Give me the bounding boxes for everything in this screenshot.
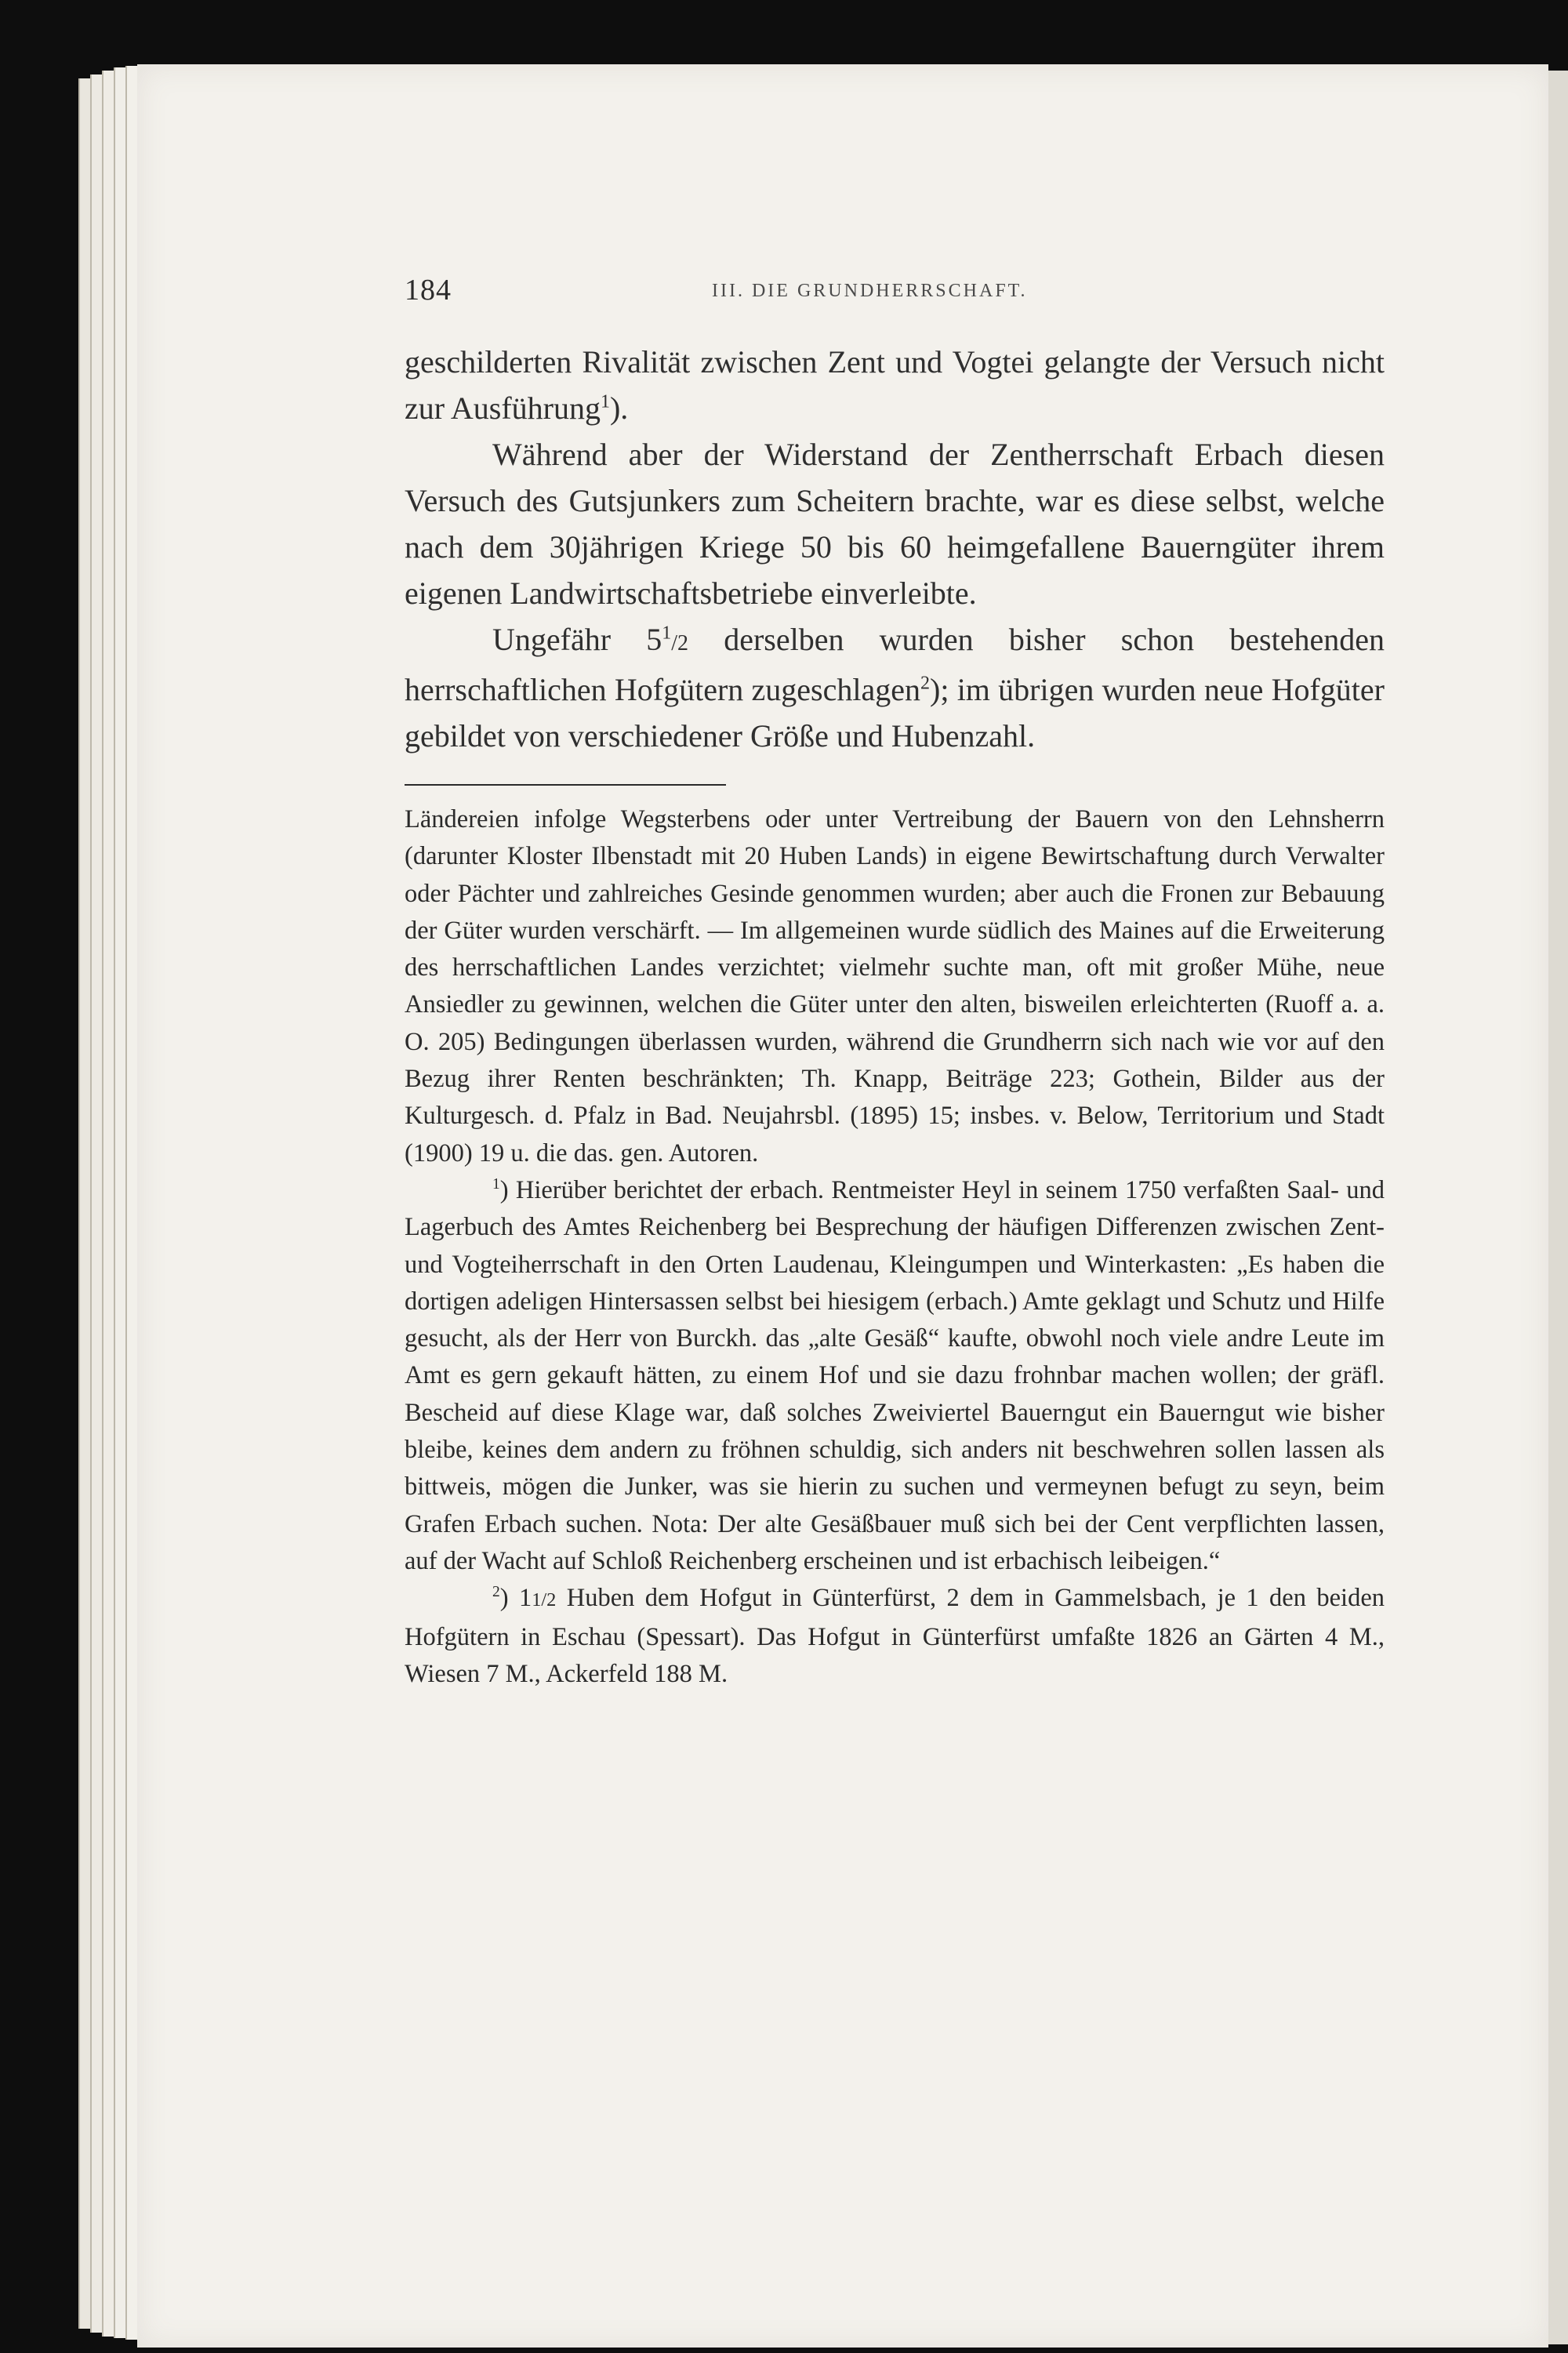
page-header — [405, 273, 1385, 312]
paragraph — [405, 339, 1385, 431]
fraction: 1/2 — [532, 1589, 557, 1611]
footnote-ref: 1 — [600, 391, 610, 412]
footnote-text: Huben dem Hofgut in Günterfürst, 2 dem in Gammelsbach, je 1 den beiden Hofgütern in Eschau (Spessart). Das Hofgut in Günterfürst umfaßte 1826 an Gärten 4 M., Wiesen 7 M., Ackerfeld 188 M. — [405, 1584, 1385, 1688]
footnote-rule — [405, 784, 726, 786]
footnote-text: ) 1 — [499, 1584, 532, 1613]
paragraph-text: derselben wurden bisher schon bestehenden herrschaftlichen Hofgütern zugeschlagen — [405, 622, 1385, 707]
paragraph-text: ); im übrigen wurden neue Hofgüter gebildet von verschiedener Größe und Hubenzahl. — [405, 672, 1385, 753]
footnote-ref: 2 — [920, 673, 930, 694]
paragraph-text: ). — [609, 390, 629, 426]
footnote-marker: 2 — [492, 1584, 500, 1601]
footnote — [405, 1172, 1385, 1580]
footnote-text: ) Hierüber berichtet der erbach. Rentmeister Heyl in seinem 1750 verfaßten Saal- und Lagerbuch des Amtes Reichenberg bei Besprechung der häufigen Differenzen zwischen Zent- und Vogteiherrschaft in den Orten Laudenau, Kleingumpen und Winterkasten: „Es haben die dortigen adeligen Hintersassen selbst bei hiesigem (erbach.) Amte geklagt und Schutz und Hilfe gesucht, als der Herr von Burckh. das „alte Gesäß“ kaufte, obwohl noch viele andre Leute im Amt es gern gekauft hätten, zu einem Hof und sie dazu frohnbar machen wollen; der gräfl. Bescheid auf diese Klage war, daß solches Zweiviertel Bauerngut ein Bauerngut wie bisher bleibe, keines dem andern zu fröhnen schuldig, sich anders nit beschwehren sollen lassen als bittweis, mögen die Junker, was sie hierin zu suchen und vermeynen befugt zu seyn, beim Grafen Erbach suchen. Nota: Der alte Gesäßbauer muß sich bei der Cent verpflichten lassen, auf der Wacht auf Schloß Reichenberg erscheinen und ist erbachisch leibeigen.“ — [405, 1175, 1385, 1575]
fraction-denominator: /2 — [671, 631, 689, 655]
footnote — [405, 1580, 1385, 1693]
paragraph-text: Ungefähr 5 — [492, 622, 662, 657]
paragraph — [405, 616, 1385, 759]
footnote-continuation: Ländereien infolge Wegsterbens oder unter Vertreibung der Bauern von den Lehnsherrn (darunter Kloster Ilbenstadt mit 20 Huben Lands) in eigene Bewirtschaftung durch Verwalter oder Pächter und zahlreiches Gesinde genommen wurden; aber auch die Fronen zur Bebauung der Güter wurden verschärft. — Im allgemeinen wurde südlich des Maines auf die Erweiterung des herrschaftlichen Landes verzichtet; vielmehr suchte man, oft mit großer Mühe, neue Ansiedler zu gewinnen, welchen die Güter unter den alten, bisweilen erleichterten (Ruoff a. a. O. 205) Bedingungen überlassen wurden, während die Grundherrn sich nach wie vor auf den Bezug ihrer Renten beschränkten; Th. Knapp, Beiträge 223; Gothein, Bilder aus der Kulturgesch. d. Pfalz in Bad. Neujahrsbl. (1895) 15; insbes. v. Below, Territorium und Stadt (1900) 19 u. die das. gen. Autoren. — [405, 805, 1385, 1167]
footnotes — [405, 801, 1385, 1693]
fraction-numerator: 1 — [662, 623, 672, 644]
page-number: 184 — [405, 274, 452, 307]
paragraph-text: geschilderten Rivalität zwischen Zent und Vogtei gelangte der Versuch nicht zur Ausführung — [405, 344, 1385, 426]
paragraph: Während aber der Widerstand der Zentherrschaft Erbach diesen Versuch des Gutsjunkers zum Scheitern brachte, war es diese selbst, welche nach dem 30jährigen Kriege 50 bis 60 heimgefallene Bauerngüter ihrem eigenen Landwirtschaftsbetriebe einverleibte. — [405, 437, 1385, 611]
footnote-marker: 1 — [492, 1176, 500, 1193]
running-head: III. DIE GRUNDHERRSCHAFT. — [712, 281, 1028, 301]
main-text — [405, 339, 1385, 759]
